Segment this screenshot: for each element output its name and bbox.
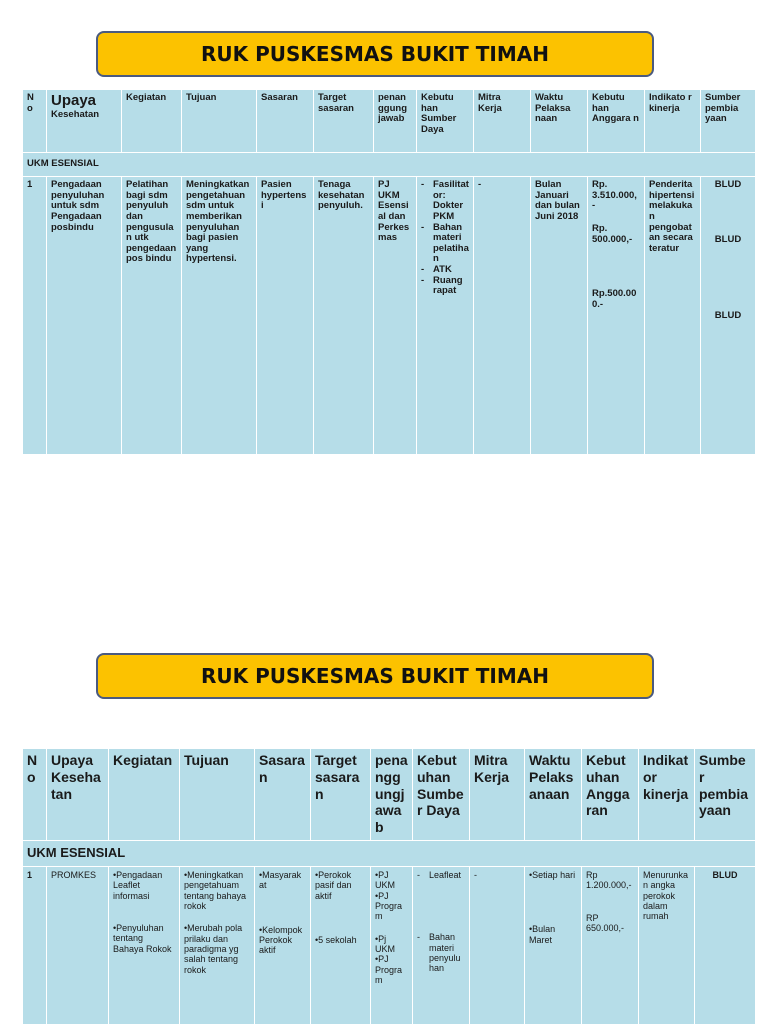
header-kebutuhan-sd: Kebutuhan Sumber Daya xyxy=(413,749,470,841)
budget-amount: Rp. 3.510.000,- xyxy=(592,179,637,212)
cell-sumber xyxy=(701,177,756,455)
budget-amount: Rp 1.200.000,- xyxy=(586,870,632,891)
target-item: •Perokok pasif dan aktif xyxy=(315,870,352,901)
budget-amount: RP 650.000,- xyxy=(586,912,625,934)
cell-anggaran xyxy=(588,177,645,455)
section-label: UKM ESENSIAL xyxy=(23,153,756,177)
header-sasaran: Sasaran xyxy=(257,90,314,153)
cell-no: 1 xyxy=(23,177,47,455)
header-sasaran: Sasaran xyxy=(255,749,311,841)
resource-list xyxy=(417,870,465,974)
budget-amount: Rp. 500.000,- xyxy=(592,222,633,245)
header-upaya-sub: Kesehatan xyxy=(51,108,100,120)
list-item: - Fasilitator: Dokter PKM xyxy=(421,180,469,223)
header-mitra: Mitra Kerja xyxy=(474,90,531,153)
header-pj: penan ggung jawab xyxy=(374,90,417,153)
table-row xyxy=(23,867,756,1024)
cell-tujuan: Meningkatkan pengetahuan sdm untuk memberikan penyuluhan bagi pasien yang hypertensi. xyxy=(182,177,257,455)
section-label: UKM ESENSIAL xyxy=(23,841,756,867)
cell-mitra: - xyxy=(474,177,531,455)
target-group-item: •Masyarakat xyxy=(259,870,302,891)
ruk-table-1 xyxy=(22,89,756,455)
header-kebutuhan-sd: Kebutu han Sumber Daya xyxy=(417,90,474,153)
header-tujuan: Tujuan xyxy=(182,90,257,153)
table-row xyxy=(23,177,756,455)
cell-mitra: - xyxy=(470,867,525,1024)
header-row xyxy=(23,90,756,153)
list-item: - Bahan materi penyuluhan xyxy=(417,932,465,973)
header-upaya: Upaya Kesehatan xyxy=(47,749,109,841)
pj-item: •Pj UKM •PJ Program xyxy=(375,933,403,986)
schedule-item: •Setiap hari xyxy=(529,870,576,880)
header-upaya-main: Upaya xyxy=(51,92,97,109)
cell-kebutuhan-sd xyxy=(413,867,470,1024)
header-mitra: Mitra Kerja xyxy=(470,749,525,841)
section-row xyxy=(23,153,756,177)
cell-kegiatan: Pelatihan bagi sdm penyuluh dan pengusulan utk pengedaan pos bindu xyxy=(122,177,182,455)
schedule-item: •Bulan Maret xyxy=(529,924,556,945)
resource-list xyxy=(421,180,469,297)
cell-pj: PJ UKM Esensial dan Perkesmas xyxy=(374,177,417,455)
slide2-title: RUK PUSKESMAS BUKIT TIMAH xyxy=(96,653,654,699)
activity-item: •Pengadaan Leaflet informasi xyxy=(113,870,163,901)
header-pj: penanggungjawab xyxy=(371,749,413,841)
header-waktu: Waktu Pelaksa naan xyxy=(531,90,588,153)
cell-target xyxy=(311,867,371,1024)
header-indikator: Indikato r kinerja xyxy=(645,90,701,153)
header-sumber: Sumber pembia yaan xyxy=(701,90,756,153)
target-group-item: •Kelompok Perokok aktif xyxy=(259,924,303,956)
cell-kegiatan xyxy=(109,867,180,1024)
header-kegiatan: Kegiatan xyxy=(122,90,182,153)
cell-waktu xyxy=(525,867,582,1024)
header-no: N o xyxy=(23,90,47,153)
header-anggaran: Kebutuhan Anggaran xyxy=(582,749,639,841)
cell-tujuan xyxy=(180,867,255,1024)
cell-sasaran: Pasien hypertensi xyxy=(257,177,314,455)
target-item: •5 sekolah xyxy=(315,935,357,946)
slide1-title: RUK PUSKESMAS BUKIT TIMAH xyxy=(96,31,654,77)
cell-no: 1 xyxy=(23,867,47,1024)
funding-source: BLUD xyxy=(714,310,742,322)
cell-upaya: PROMKES xyxy=(47,867,109,1024)
cell-anggaran xyxy=(582,867,639,1024)
section-row xyxy=(23,841,756,867)
list-item: - Leafleat xyxy=(417,870,465,880)
cell-pj xyxy=(371,867,413,1024)
list-item: - Ruang rapat xyxy=(421,276,469,297)
header-sumber: Sumber pembiayaan xyxy=(695,749,756,841)
goal-item: •Merubah pola prilaku dan paradigma yg salah tentang rokok xyxy=(184,923,243,975)
cell-sumber: BLUD xyxy=(695,867,756,1024)
cell-waktu: Bulan Januari dan bulan Juni 2018 xyxy=(531,177,588,455)
cell-sasaran xyxy=(255,867,311,1024)
header-indikator: Indikator kinerja xyxy=(639,749,695,841)
list-item: - ATK xyxy=(421,265,469,276)
cell-indikator: Menurunkan angka perokok dalam rumah xyxy=(639,867,695,1024)
list-item: - Bahan materi pelatihan xyxy=(421,223,469,266)
ruk-table-2 xyxy=(22,748,756,1024)
header-target: Target sasaran xyxy=(311,749,371,841)
header-target: Target sasaran xyxy=(314,90,374,153)
header-row xyxy=(23,749,756,841)
cell-upaya: Pengadaan penyuluhan untuk sdm Pengadaan posbindu xyxy=(47,177,122,455)
header-kegiatan: Kegiatan xyxy=(109,749,180,841)
funding-source: BLUD xyxy=(714,233,742,245)
header-waktu: Waktu Pelaksanaan xyxy=(525,749,582,841)
activity-item: •Penyuluhan tentang Bahaya Rokok xyxy=(113,923,172,954)
header-upaya xyxy=(47,90,122,153)
header-anggaran: Kebutu han Anggara n xyxy=(588,90,645,153)
cell-kebutuhan-sd xyxy=(417,177,474,455)
header-no: No xyxy=(23,749,47,841)
pj-item: •PJ UKM •PJ Program xyxy=(375,870,403,922)
cell-indikator: Penderita hipertensi melakukan pengobatan secara teratur xyxy=(645,177,701,455)
budget-amount: Rp.500.000.- xyxy=(592,288,637,310)
header-tujuan: Tujuan xyxy=(180,749,255,841)
goal-item: •Meningkatkan pengetahuam tentang bahaya rokok xyxy=(184,870,247,912)
cell-target: Tenaga kesehatan penyuluh. xyxy=(314,177,374,455)
funding-source: BLUD xyxy=(714,179,742,190)
